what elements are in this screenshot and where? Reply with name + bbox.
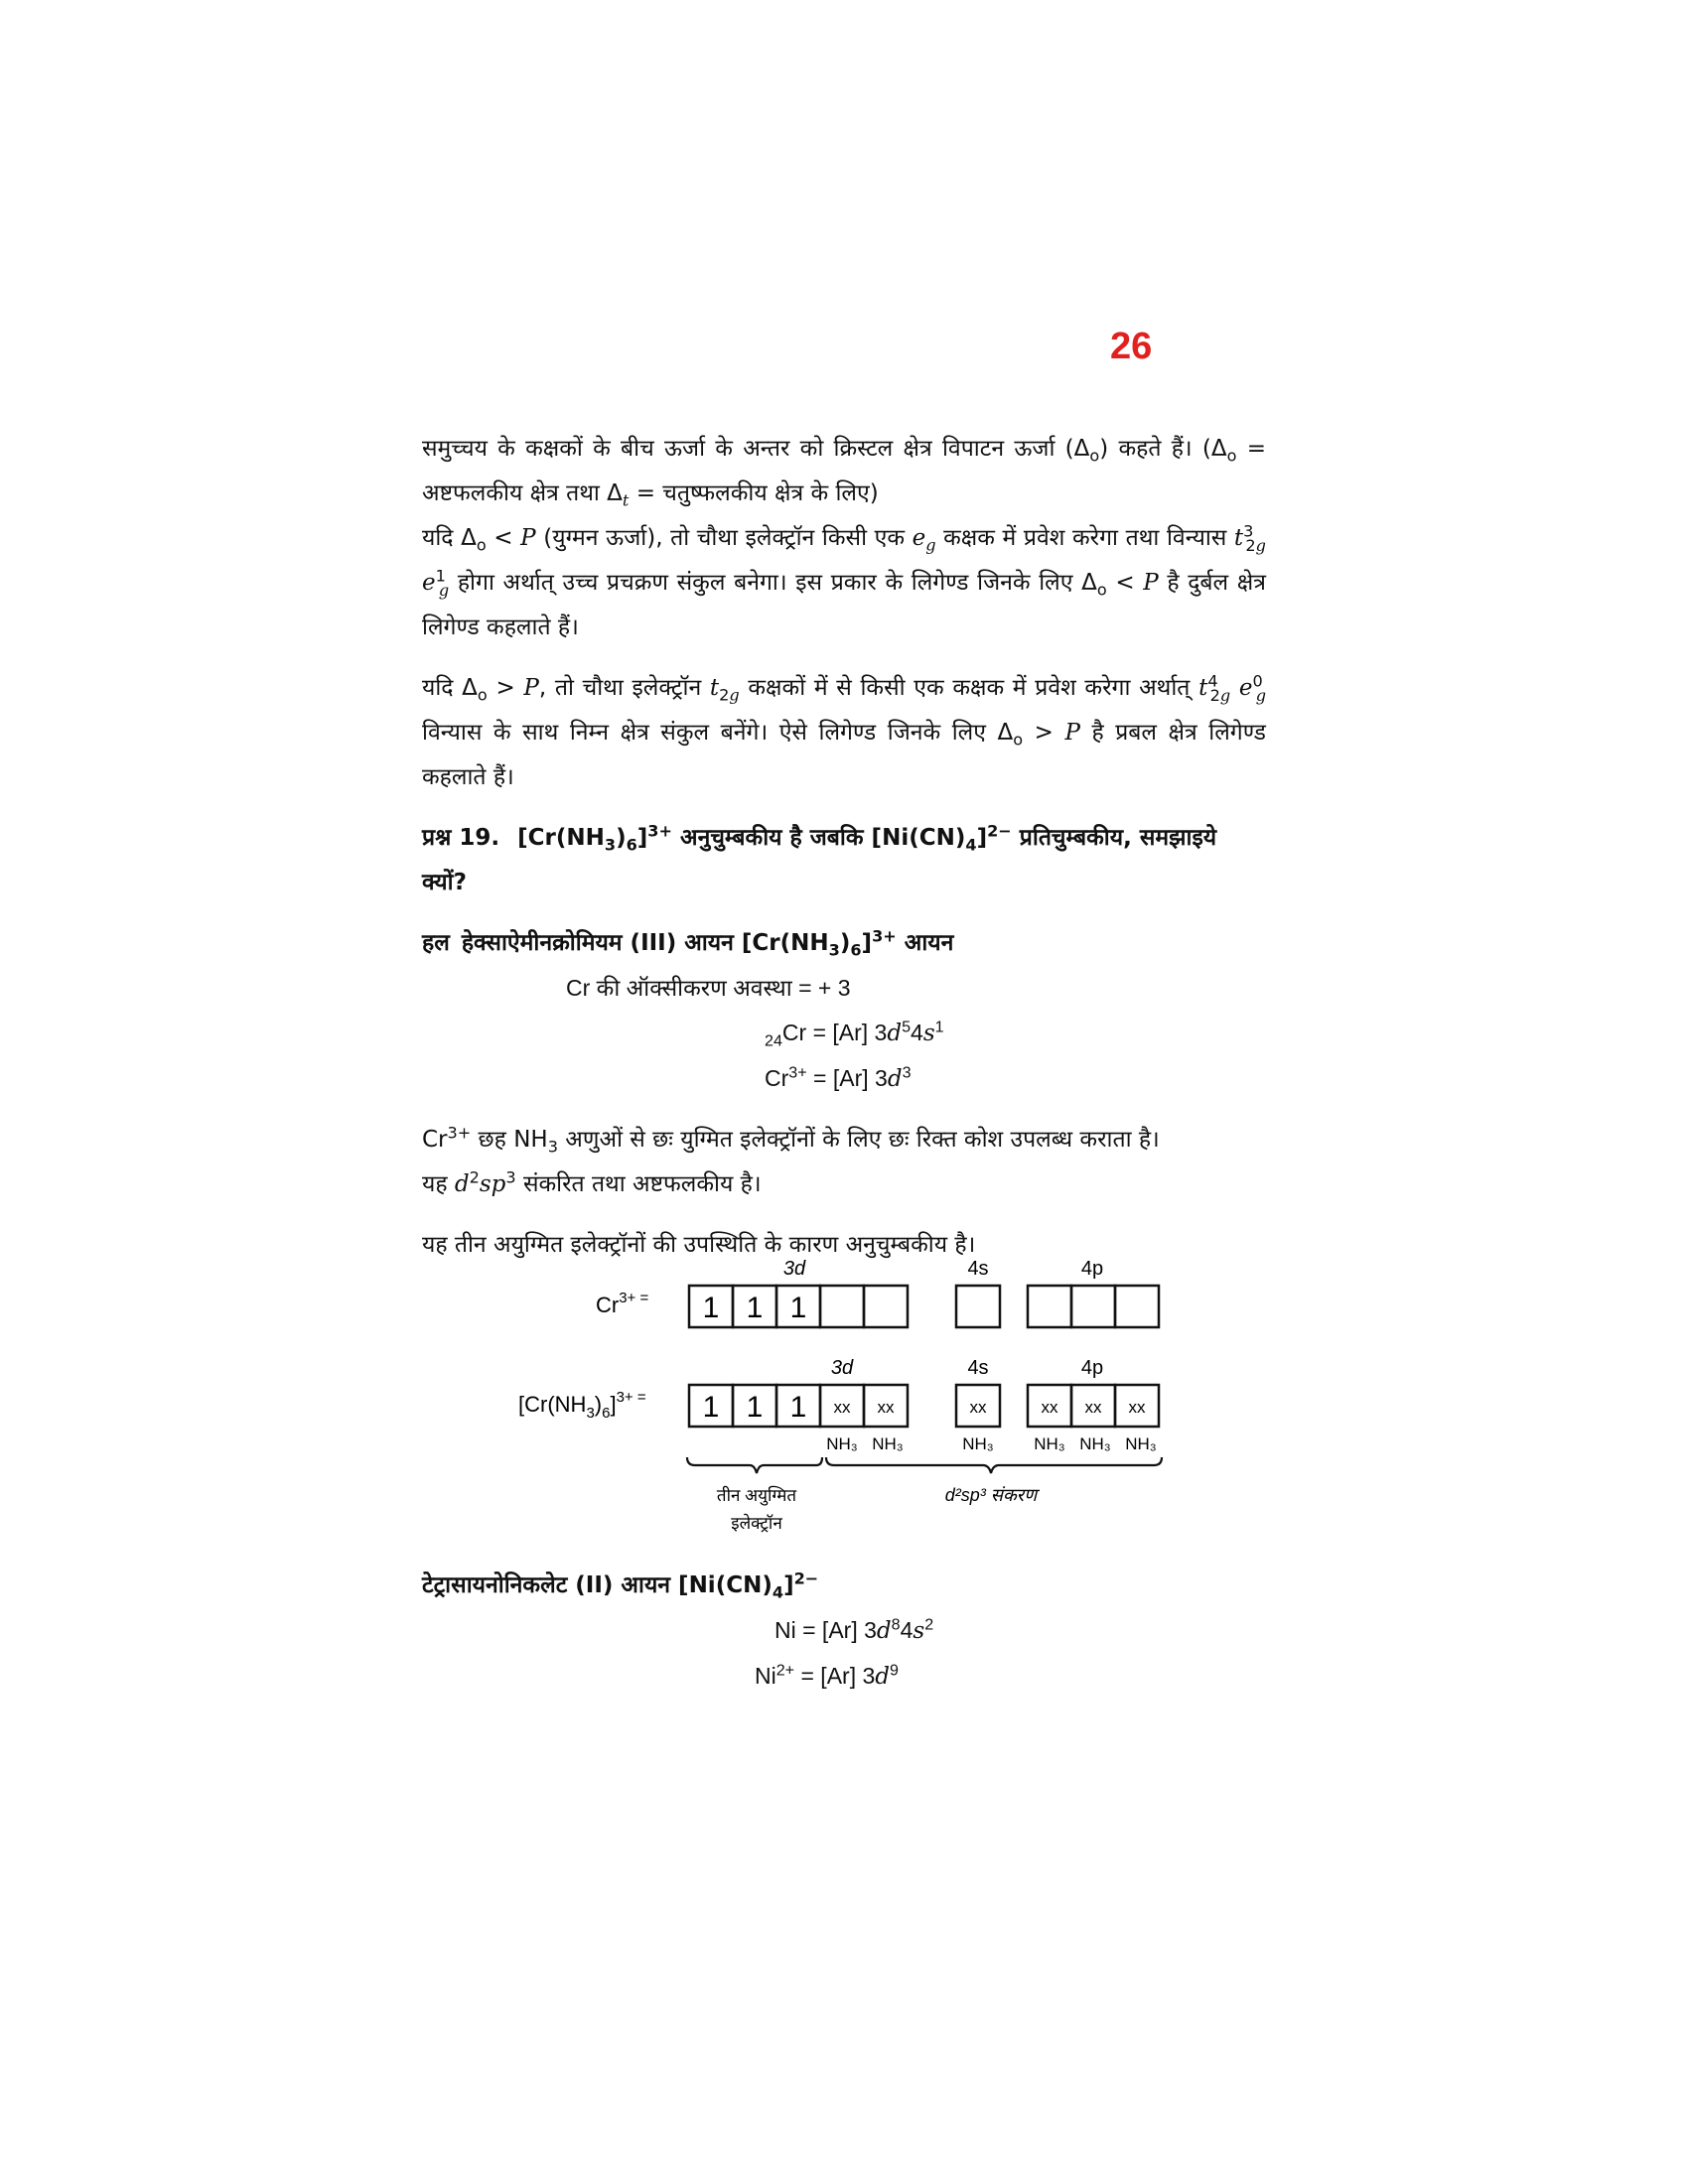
paragraph-strong-field: यदि $\Delta_o > P$, तो चौथा इलेक्ट्रॉन $t_{2g}$ कक्षकों में से किसी एक कक्षक में प्रवेश करेगा अर्थात् $t^4_{2g}$ $e^0_g$ विन्यास के साथ निम्न क्षेत्र संकुल बनेंगे। ऐसे लिगेण्ड जिनके लिए $\Delta_o > P$ है प्रबल क्षेत्र लिगेण्ड कहलाते हैं। <box>422 671 1266 790</box>
pair-2: xx <box>877 1398 895 1417</box>
nh3-label-5: NH₃ <box>1079 1434 1111 1453</box>
nh3-label-1: NH₃ <box>826 1434 858 1453</box>
pair-3: xx <box>969 1398 987 1417</box>
nh3-label-4: NH₃ <box>1034 1434 1065 1453</box>
nh3-label-2: NH₃ <box>872 1434 904 1453</box>
hybridisation-label: d²sp³ संकरण <box>944 1485 1038 1505</box>
unpaired-brace <box>687 1457 822 1473</box>
unpaired-label-line1: तीन अयुग्मित <box>716 1486 797 1505</box>
paragraph-cfse-definition: समुच्चय के कक्षकों के बीच ऊर्जा के अन्तर को क्रिस्टल क्षेत्र विपाटन ऊर्जा $(\Delta_o)$ कहते हैं। ($\Delta_o$ = अष्टफलकीय क्षेत्र तथा $\Delta_t$ = चतुष्फलकीय क्षेत्र के लिए) <box>422 436 1266 510</box>
paragraph-hybridisation: यह $d^2sp^3$ संकरित तथा अष्टफलकीय है। <box>422 1167 762 1197</box>
question-label: प्रश्न 19. <box>422 825 500 851</box>
page-content <box>422 427 1266 1268</box>
electron-2: 1 <box>746 1292 764 1324</box>
pair-6: xx <box>1128 1398 1146 1417</box>
orbital-label-3d: 3d <box>782 1258 806 1280</box>
cr-configuration: $_{24}$Cr = [Ar] $3d^54s^1$ <box>765 1018 944 1050</box>
paragraph-paramagnetic: यह तीन अयुग्मित इलेक्ट्रॉनों की उपस्थिति के कारण अनुचुम्बकीय है। <box>422 1232 976 1258</box>
nickel-section <box>422 1564 1266 1700</box>
paragraph-vacant-orbitals: $Cr^{3+}$ छह $NH_3$ अणुओं से छः युग्मित इलेक्ट्रॉनों के लिए छः रिक्त कोश उपलब्ध कराता है। <box>422 1123 1160 1157</box>
cr3-configuration: $Cr^{3+} = [Ar]$ $3d^3$ <box>765 1063 912 1092</box>
pair-4: xx <box>1041 1398 1058 1417</box>
ni2-configuration: $Ni^{2+} = [Ar]$ $3d^9$ <box>755 1661 899 1690</box>
orbital-label-4p-row2: 4p <box>1080 1357 1104 1379</box>
orbital-diagram <box>496 1251 1192 1559</box>
ligand-labels <box>826 1434 1156 1453</box>
page-number: 26 <box>1110 326 1153 367</box>
pair-5: xx <box>1084 1398 1102 1417</box>
ni-configuration: Ni = [Ar] $3d^84s^2$ <box>774 1615 934 1644</box>
electron-1: 1 <box>702 1292 720 1324</box>
electron-6: 1 <box>789 1391 807 1424</box>
electron-3: 1 <box>789 1292 807 1324</box>
complex-label: $[Cr(NH_3)_6]^{3+ =}$ <box>518 1389 646 1422</box>
hybrid-brace <box>826 1457 1162 1473</box>
solution-label: हल <box>422 930 450 956</box>
pair-1: xx <box>833 1398 851 1417</box>
electron-5: 1 <box>746 1391 764 1424</box>
unpaired-label-line2: इलेक्ट्रॉन <box>731 1514 782 1533</box>
nh3-label-6: NH₃ <box>1125 1434 1157 1453</box>
question-19: प्रश्न 19. $[Cr(NH_3)_6]^{3+}$ अनुचुम्बकीय है जबकि $[Ni(CN)_4]^{2-}$ प्रतिचुम्बकीय, समझाइये क्यों? <box>422 821 1217 895</box>
orbital-label-4s-row2: 4s <box>967 1357 989 1379</box>
orbital-label-4s: 4s <box>967 1258 989 1280</box>
orbital-label-4p: 4p <box>1080 1258 1104 1280</box>
paragraph-weak-field: यदि $\Delta_o < P$ (युग्मन ऊर्जा), तो चौथा इलेक्ट्रॉन किसी एक $e_g$ कक्षक में प्रवेश करेगा तथा विन्यास $t^3_{2g}$ $e^1_g$ होगा अर्थात् उच्च प्रचक्रण संकुल बनेगा। इस प्रकार के लिगेण्ड जिनके लिए $\Delta_o < P$ है दुर्बल क्षेत्र लिगेण्ड कहलाते हैं। <box>422 521 1266 640</box>
ni-heading: टेट्रासायनोनिकलेट (II) आयन $[Ni(CN)_4]^{2-}$ <box>422 1569 819 1602</box>
orbital-label-3d-row2: 3d <box>830 1357 854 1379</box>
nh3-label-3: NH₃ <box>962 1434 994 1453</box>
oxidation-state: Cr की ऑक्सीकरण अवस्था = + 3 <box>566 975 851 1001</box>
solution-heading: हल हेक्साऐमीनक्रोमियम (III) आयन $[Cr(NH_3)_6]^{3+}$ आयन <box>422 926 954 960</box>
electron-4: 1 <box>702 1391 720 1424</box>
cr3-label: $Cr^{3+ =}$ <box>596 1290 649 1317</box>
cr3-4s-4p-orbitals <box>956 1286 1159 1327</box>
